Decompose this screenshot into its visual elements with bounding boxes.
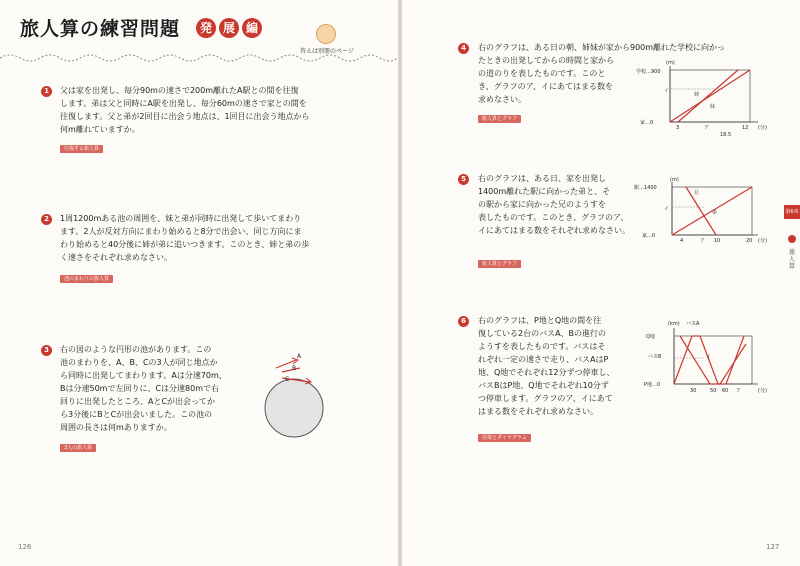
text-line: 池のまわりを、A、B、Cの3人が同じ地点か — [60, 358, 218, 367]
y-bottom-label: P地…0 — [644, 382, 661, 388]
figure-label-b: B — [292, 365, 297, 372]
x-unit: (分) — [758, 388, 767, 394]
title-badge-3: 編 — [242, 18, 262, 38]
hint-tag: 旅人算とグラフ — [478, 260, 521, 268]
x-tick: ア — [700, 238, 706, 244]
text-line: Bは分速50mで左回りに、Cは分速80mで右 — [60, 384, 220, 393]
graph-q4 — [634, 56, 774, 138]
title-badge-1: 発 — [196, 18, 216, 38]
y-top-label: 学校…900 — [636, 69, 661, 75]
x-extra-label: 18.5 — [720, 132, 732, 138]
y-bottom-label: 家…0 — [640, 120, 654, 126]
y-bottom-label: 家…0 — [642, 233, 656, 239]
text-line: バスBはP地、Q地でそれぞれ10分ず — [478, 381, 609, 390]
x-unit: (分) — [758, 238, 767, 244]
text-line: 父は家を出発し、毎分90mの速さで200m離れたA駅との間を往復 — [60, 86, 299, 95]
y-unit: (m) — [666, 60, 675, 66]
y-mid-label: イ — [664, 88, 670, 94]
text-line: つ停車します。グラフのア、イにあて — [478, 394, 613, 403]
page-title: 旅人算の練習問題 — [20, 18, 181, 40]
question-number: 2 — [41, 214, 52, 225]
text-line: ます。2人が反対方向にまわり始めると8分で出会い、同じ方向にま — [60, 227, 302, 236]
text-line: 右の図のような円形の池があります。この — [60, 345, 212, 354]
graph-q6 — [634, 318, 774, 398]
pond-figure — [258, 346, 338, 446]
x-tick: ア — [704, 125, 710, 131]
x-tick: 12 — [742, 125, 749, 131]
wavy-divider — [0, 48, 398, 64]
text-line: イにあてはまる数をそれぞれ求めなさい。 — [478, 226, 630, 235]
y-mid-label: イ — [664, 206, 670, 212]
question-number: 4 — [458, 43, 469, 54]
y-mid-label: バスB — [648, 354, 662, 360]
text-line: ようすを表したものです。バスはそ — [478, 342, 606, 351]
left-page — [0, 0, 398, 566]
x-tick: 60 — [722, 388, 729, 394]
hint-tag: 往復とダイヤグラム — [478, 434, 531, 442]
text-line: 1400m離れた駅に向かった弟と、そ — [478, 187, 611, 196]
page-number-right: 127 — [766, 543, 780, 551]
right-page — [402, 0, 800, 566]
text-line: 右のグラフは、P地とQ地の間を往 — [478, 316, 602, 325]
series-label-otouto: 弟 — [712, 210, 718, 216]
answer-reference: 答えは別冊のページ — [300, 48, 354, 55]
text-line: れぞれ一定の速さで走り、バスAはP — [478, 355, 609, 364]
question-2-text — [60, 212, 390, 264]
page-number-left: 126 — [18, 543, 32, 551]
x-tick: 30 — [690, 388, 697, 394]
series-label-ani: 兄 — [694, 190, 700, 196]
text-line: はまる数をそれぞれ求めなさい。 — [478, 407, 598, 416]
figure-label-c: C — [285, 376, 290, 383]
chapter-dot-icon — [788, 235, 796, 243]
series-label-imouto: 妹 — [710, 104, 716, 110]
text-line: 地、Q地でそれぞれ12分ずつ停車し、 — [478, 368, 615, 377]
text-line: 求めなさい。 — [478, 95, 526, 104]
chapter-label: 第6章 — [784, 205, 800, 219]
text-line: します。弟は父と同時にA駅を出発し、毎分60mの速さで家との間を — [60, 99, 307, 108]
text-line: 右のグラフは、ある日の朝、姉妹が家から900m離れた学校に向かっ — [478, 43, 726, 52]
text-line: の駅から家に向かった兄のようすを — [478, 200, 606, 209]
y-unit: (m) — [670, 177, 679, 183]
title-badge-2: 展 — [219, 18, 239, 38]
y-top-label: Q地 — [646, 334, 655, 340]
graph-q5 — [634, 174, 774, 248]
y-top-label: 駅…1400 — [634, 185, 657, 191]
text-line: の道のりを表したものです。このと — [478, 69, 606, 78]
series-label-ane: 姉 — [694, 92, 700, 98]
chapter-side-tab — [784, 205, 800, 275]
text-line: ら同時に出発してまわります。Aは分速70m、 — [60, 371, 227, 380]
text-line: 右のグラフは、ある日、家を出発し — [478, 174, 606, 183]
question-number: 6 — [458, 316, 469, 327]
y-unit: (km) — [668, 321, 680, 327]
text-line: く速さをそれぞれ求めなさい。 — [60, 253, 172, 262]
text-line: わり始めると40分後に姉が弟に追いつきます。このとき、姉と弟の歩 — [60, 240, 310, 249]
text-line: 回りに出発したところ、AとCが出会ってか — [60, 397, 216, 406]
text-line: たときの出発してからの時間と家から — [478, 56, 614, 65]
x-tick: 50 — [710, 388, 717, 394]
question-1-text — [60, 84, 390, 136]
figure-label-a: A — [297, 353, 302, 360]
x-unit: (分) — [758, 125, 767, 131]
x-tick: 10 — [714, 238, 721, 244]
text-line: 1周1200mある池の周囲を、妹と弟が同時に出発して歩いてまわり — [60, 214, 302, 223]
hint-tag: 3人の旅人算 — [60, 444, 96, 452]
text-line: 何m離れていますか。 — [60, 125, 140, 134]
question-3-text — [60, 343, 260, 434]
x-tick: 4 — [680, 238, 684, 244]
question-number: 1 — [41, 86, 52, 97]
question-number: 3 — [41, 345, 52, 356]
x-tick: 3 — [676, 125, 680, 131]
text-line: 往復します。父と弟が2回目に出会う地点は、1回目に出会う地点から — [60, 112, 310, 121]
text-line: 復している2台のバスA、Bの進行の — [478, 329, 607, 338]
text-line: き、グラフのア、イにあてはまる数を — [478, 82, 614, 91]
hint-tag: 旅人算とグラフ — [478, 115, 521, 123]
question-number: 5 — [458, 174, 469, 185]
chapter-vertical-text: 旅人算 — [788, 249, 795, 270]
text-line: 表したものです。このとき、グラフのア、 — [478, 213, 629, 222]
x-tick: 20 — [746, 238, 753, 244]
smile-icon — [316, 24, 336, 44]
hint-tag: 池のまわりの旅人算 — [60, 275, 113, 283]
text-line: 周囲の長さは何mありますか。 — [60, 423, 172, 432]
hint-tag: 往復する旅人算 — [60, 145, 103, 153]
x-tick: ア — [736, 388, 742, 394]
series-label-bus-a: バスA — [686, 321, 700, 327]
text-line: ら3分後にBとCが出会いました。この池の — [60, 410, 213, 419]
graph-mid-label: イ — [706, 354, 712, 360]
